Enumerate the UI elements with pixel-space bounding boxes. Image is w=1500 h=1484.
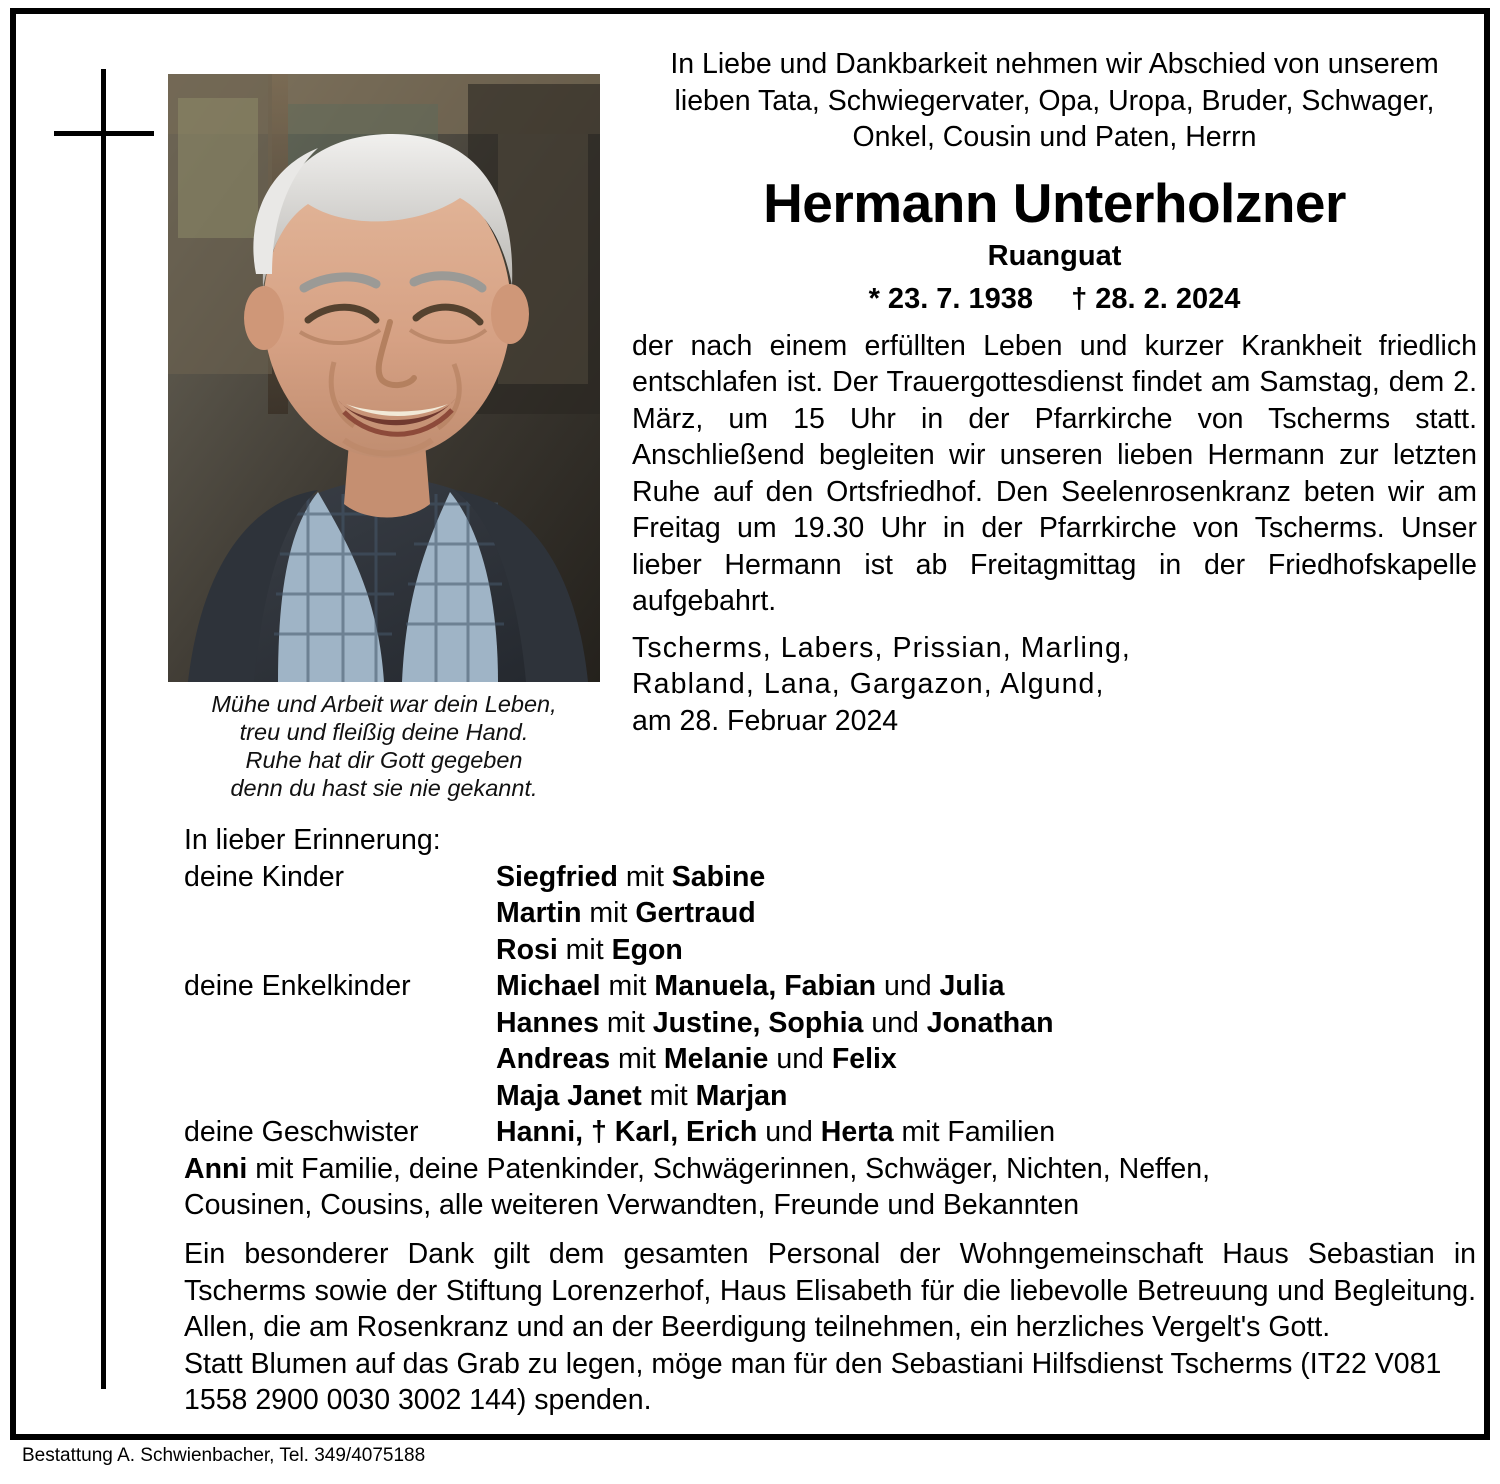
family-name: Herta xyxy=(820,1116,894,1148)
places-line-2: Rabland, Lana, Gargazon, Algund, xyxy=(632,668,1105,700)
family-row xyxy=(184,1005,1474,1042)
family-list xyxy=(184,822,1474,1224)
family-connector: mit Familie, deine Patenkinder, Schwägerinnen, Schwäger, Nichten, Neffen, xyxy=(247,1152,1210,1185)
family-connector: mit xyxy=(557,933,612,966)
family-name: Melanie xyxy=(663,1043,769,1075)
family-relation-value xyxy=(496,1114,1474,1151)
family-name: Rosi xyxy=(496,933,558,966)
family-tail-line xyxy=(184,1187,1474,1224)
family-row xyxy=(184,1114,1474,1151)
family-connector: mit xyxy=(600,970,655,1002)
verse-line-4: denn du hast sie nie gekannt. xyxy=(230,775,538,801)
birth-date: * 23. 7. 1938 xyxy=(868,282,1034,315)
family-relation-value xyxy=(496,1005,1474,1042)
family-relation-value xyxy=(496,1078,1474,1115)
family-name: Martin xyxy=(496,897,582,929)
funeral-service-footer: Bestattung A. Schwienbacher, Tel. 349/4075188 xyxy=(22,1445,426,1466)
family-relation-value xyxy=(496,859,1474,896)
life-dates xyxy=(632,280,1477,318)
verse-line-2: treu und fleißig deine Hand. xyxy=(239,719,529,745)
places-block xyxy=(632,630,1477,740)
cross-vertical-bar xyxy=(101,69,106,1389)
family-name: Maja Janet xyxy=(496,1079,642,1112)
portrait-photo-graphic xyxy=(168,74,600,682)
family-row xyxy=(184,968,1474,1005)
family-connector: und xyxy=(863,1006,927,1039)
intro-text: In Liebe und Dankbarkeit nehmen wir Abschied von unserem lieben Tata, Schwiegervater, Opa, Uropa, Bruder, Schwager, Onkel, Cousin und Paten, Herrn xyxy=(670,48,1439,153)
deceased-name: Hermann Unterholzner xyxy=(763,171,1346,234)
family-relation-label: deine Enkelkinder xyxy=(184,970,411,1002)
places-date: am 28. Februar 2024 xyxy=(632,704,899,737)
family-connector: mit Familien xyxy=(893,1116,1056,1148)
deceased-nickname: Ruanguat xyxy=(987,239,1122,272)
family-name: Julia xyxy=(939,970,1005,1002)
main-text-column xyxy=(632,46,1477,739)
family-row xyxy=(184,859,1474,896)
places-line-1: Tscherms, Labers, Prissian, Marling, xyxy=(632,631,1131,664)
family-relation-value xyxy=(496,1041,1474,1078)
family-connector: und xyxy=(876,970,940,1002)
family-name: Justine, Sophia xyxy=(652,1006,864,1039)
family-connector: Cousinen, Cousins, alle weiteren Verwandten, Freunde und Bekannten xyxy=(184,1189,1080,1221)
family-tail-line xyxy=(184,1151,1474,1188)
family-name: Egon xyxy=(611,933,683,966)
thanks-paragraph-1: Ein besonderer Dank gilt dem gesamten Personal der Wohngemeinschaft Haus Sebastian in Tscherms sowie der Stiftung Lorenzerhof, Haus Elisabeth für die liebevolle Betreuung und Begleitung. Allen, die am Rosenkranz und an der Beerdigung teilnehmen, ein herzliches Vergelt's Gott. xyxy=(184,1238,1476,1343)
family-name: Gertraud xyxy=(635,897,756,929)
thanks-block xyxy=(184,1236,1476,1419)
death-date: † 28. 2. 2024 xyxy=(1071,282,1241,315)
family-name: Marjan xyxy=(695,1079,788,1112)
family-relation-label: deine Geschwister xyxy=(184,1116,419,1148)
verse-line-3: Ruhe hat dir Gott gegeben xyxy=(245,747,523,773)
family-relation-label: deine Kinder xyxy=(184,860,345,893)
family-name: Michael xyxy=(496,970,601,1002)
thanks-paragraph-2: Statt Blumen auf das Grab zu legen, möge man für den Sebastiani Hilfsdienst Tscherms (IT22 V081 1558 2900 0030 3002 144) spenden. xyxy=(184,1347,1442,1416)
family-connector: und xyxy=(768,1043,832,1075)
family-name: Andreas xyxy=(496,1043,611,1075)
family-heading: In lieber Erinnerung: xyxy=(184,824,441,856)
family-row xyxy=(184,1041,1474,1078)
announcement-body: der nach einem erfüllten Leben und kurzer Krankheit friedlich entschlafen ist. Der Trauergottesdienst findet am Samstag, dem 2. März, um 15 Uhr in der Pfarrkirche von Tscherms statt. Anschließend begleiten wir unseren lieben Hermann zur letzten Ruhe auf den Ortsfriedhof. Den Seelenrosenkranz beten wir am Freitag um 19.30 Uhr in der Pfarrkirche von Tscherms. Unser lieber Hermann ist ab Freitagmittag in der Friedhofskapelle aufgebahrt. xyxy=(632,329,1477,617)
family-name: Hannes xyxy=(496,1006,599,1039)
family-name: Sabine xyxy=(671,860,766,893)
family-relation-value xyxy=(496,968,1474,1005)
family-tail xyxy=(184,1151,1474,1224)
cross-horizontal-bar xyxy=(54,131,154,136)
family-connector: mit xyxy=(610,1043,664,1075)
verse-text xyxy=(166,690,602,802)
family-relation-value xyxy=(496,895,1474,932)
family-row xyxy=(184,932,1474,969)
family-name: Anni xyxy=(184,1152,248,1185)
family-name: Jonathan xyxy=(926,1006,1054,1039)
family-relation-value xyxy=(496,932,1474,969)
family-name: Hanni, † Karl, Erich xyxy=(496,1116,758,1148)
obituary-frame xyxy=(10,8,1490,1440)
family-name: Siegfried xyxy=(496,860,618,893)
family-connector: und xyxy=(757,1116,821,1148)
family-name: Felix xyxy=(831,1043,897,1075)
family-row xyxy=(184,895,1474,932)
family-row xyxy=(184,1078,1474,1115)
obituary-inner xyxy=(16,14,1484,1434)
family-name: Manuela, Fabian xyxy=(654,970,877,1002)
family-connector: mit xyxy=(617,860,672,893)
portrait-photo xyxy=(168,74,600,682)
family-connector: mit xyxy=(598,1006,653,1039)
family-connector: mit xyxy=(641,1079,696,1112)
family-rows xyxy=(184,859,1474,1151)
cross-icon xyxy=(54,69,154,1389)
verse-line-1: Mühe und Arbeit war dein Leben, xyxy=(211,691,557,717)
family-connector: mit xyxy=(581,897,636,929)
